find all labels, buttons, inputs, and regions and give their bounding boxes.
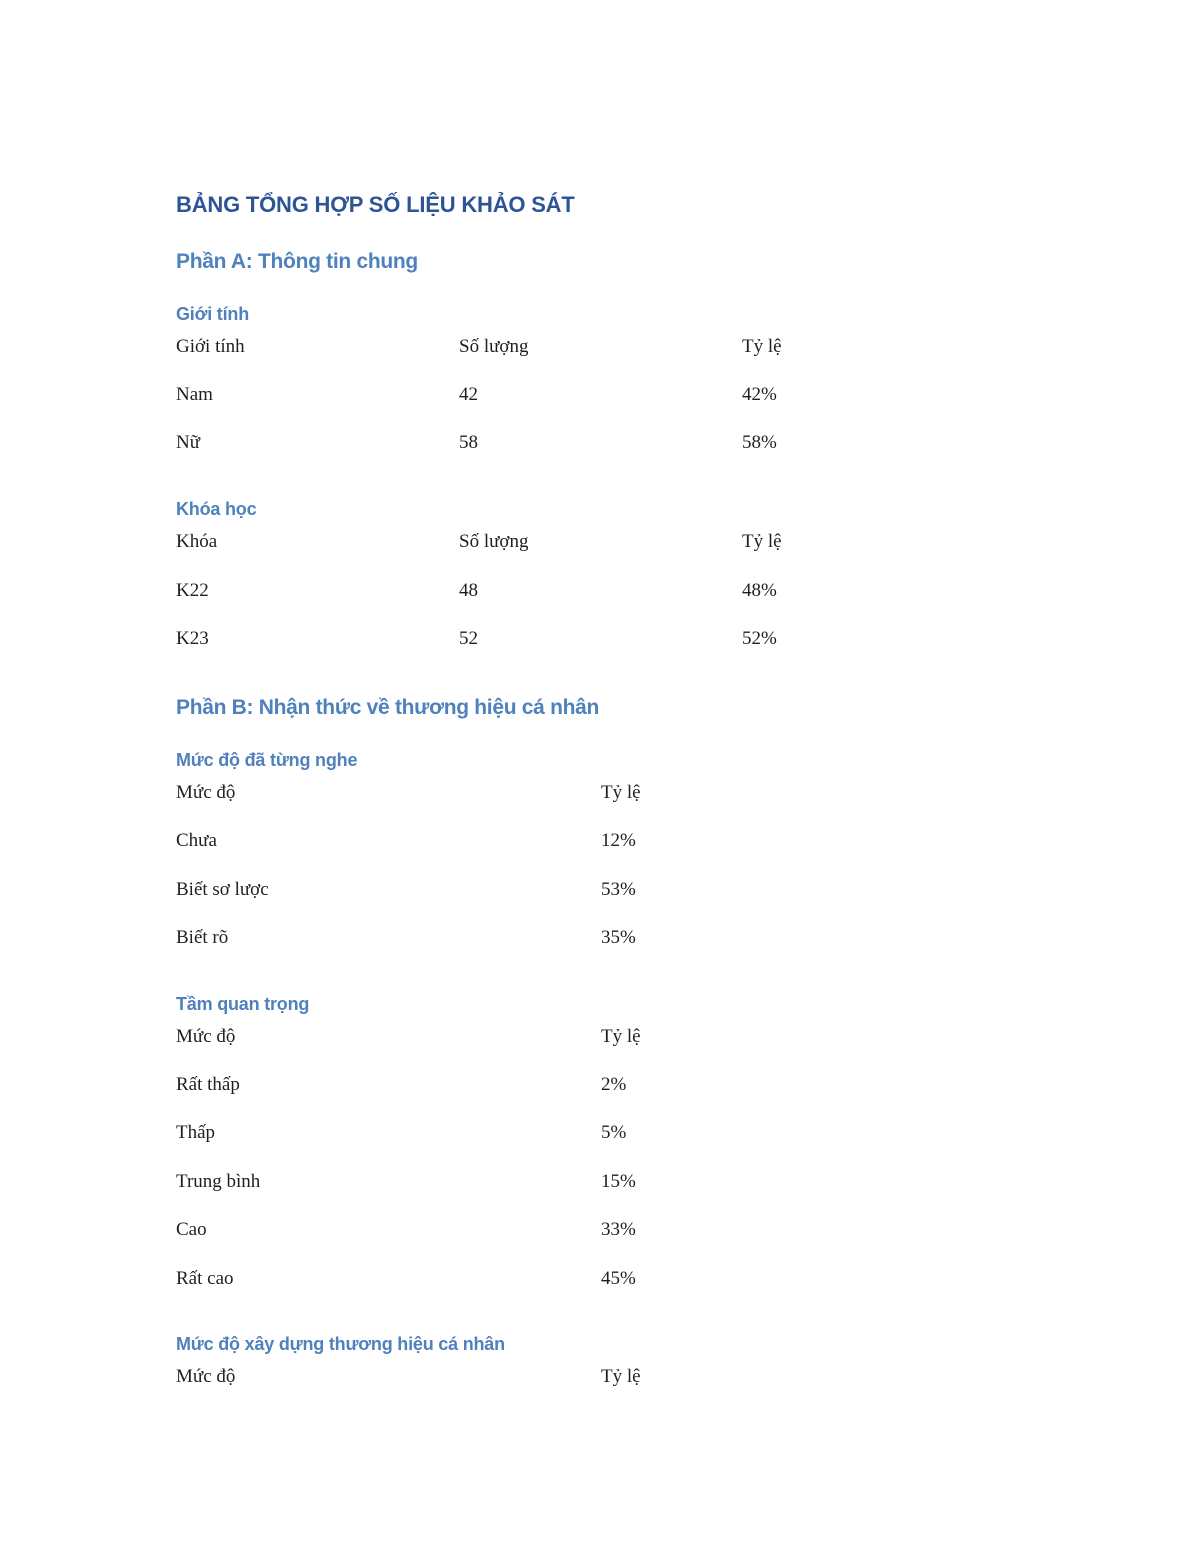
- heard-heading: Mức độ đã từng nghe: [176, 750, 358, 770]
- heard-col-ratio: Tỷ lệ: [601, 782, 641, 803]
- course-cell-count: 52: [459, 628, 478, 649]
- gender-heading: Giới tính: [176, 304, 249, 324]
- gender-col-ratio: Tỷ lệ: [742, 336, 782, 357]
- heard-cell-level: Biết rõ: [176, 927, 229, 948]
- gender-cell-ratio: 58%: [742, 432, 777, 453]
- course-cell-label: K22: [176, 580, 209, 601]
- gender-cell-count: 42: [459, 384, 478, 405]
- building-col-ratio: Tỷ lệ: [601, 1366, 641, 1387]
- heard-col-level: Mức độ: [176, 782, 236, 803]
- importance-cell-ratio: 2%: [601, 1074, 627, 1095]
- document-title: BẢNG TỔNG HỢP SỐ LIỆU KHẢO SÁT: [176, 192, 575, 217]
- heard-cell-level: Biết sơ lược: [176, 879, 269, 900]
- course-heading: Khóa học: [176, 499, 257, 519]
- building-heading: Mức độ xây dựng thương hiệu cá nhân: [176, 1334, 505, 1354]
- importance-cell-ratio: 5%: [601, 1122, 627, 1143]
- importance-cell-ratio: 33%: [601, 1219, 636, 1240]
- course-cell-label: K23: [176, 628, 209, 649]
- part-b-heading: Phần B: Nhận thức về thương hiệu cá nhân: [176, 696, 600, 719]
- heard-cell-level: Chưa: [176, 830, 217, 851]
- importance-cell-ratio: 15%: [601, 1171, 636, 1192]
- gender-col-count: Số lượng: [459, 336, 529, 357]
- importance-heading: Tầm quan trọng: [176, 994, 310, 1014]
- importance-col-level: Mức độ: [176, 1026, 236, 1047]
- importance-cell-level: Thấp: [176, 1122, 216, 1143]
- gender-cell-label: Nam: [176, 384, 213, 405]
- course-col-label: Khóa: [176, 531, 218, 552]
- heard-cell-ratio: 12%: [601, 830, 636, 851]
- course-col-count: Số lượng: [459, 531, 529, 552]
- building-col-level: Mức độ: [176, 1366, 236, 1387]
- importance-cell-level: Trung bình: [176, 1171, 261, 1192]
- importance-cell-level: Cao: [176, 1219, 207, 1240]
- heard-cell-ratio: 35%: [601, 927, 636, 948]
- course-col-ratio: Tỷ lệ: [742, 531, 782, 552]
- importance-cell-ratio: 45%: [601, 1268, 636, 1289]
- gender-cell-count: 58: [459, 432, 478, 453]
- importance-col-ratio: Tỷ lệ: [601, 1026, 641, 1047]
- importance-cell-level: Rất cao: [176, 1268, 234, 1289]
- gender-cell-ratio: 42%: [742, 384, 777, 405]
- course-cell-ratio: 52%: [742, 628, 777, 649]
- gender-col-label: Giới tính: [176, 336, 245, 357]
- course-cell-count: 48: [459, 580, 478, 601]
- course-cell-ratio: 48%: [742, 580, 777, 601]
- gender-cell-label: Nữ: [176, 432, 201, 453]
- part-a-heading: Phần A: Thông tin chung: [176, 250, 418, 273]
- heard-cell-ratio: 53%: [601, 879, 636, 900]
- importance-cell-level: Rất thấp: [176, 1074, 240, 1095]
